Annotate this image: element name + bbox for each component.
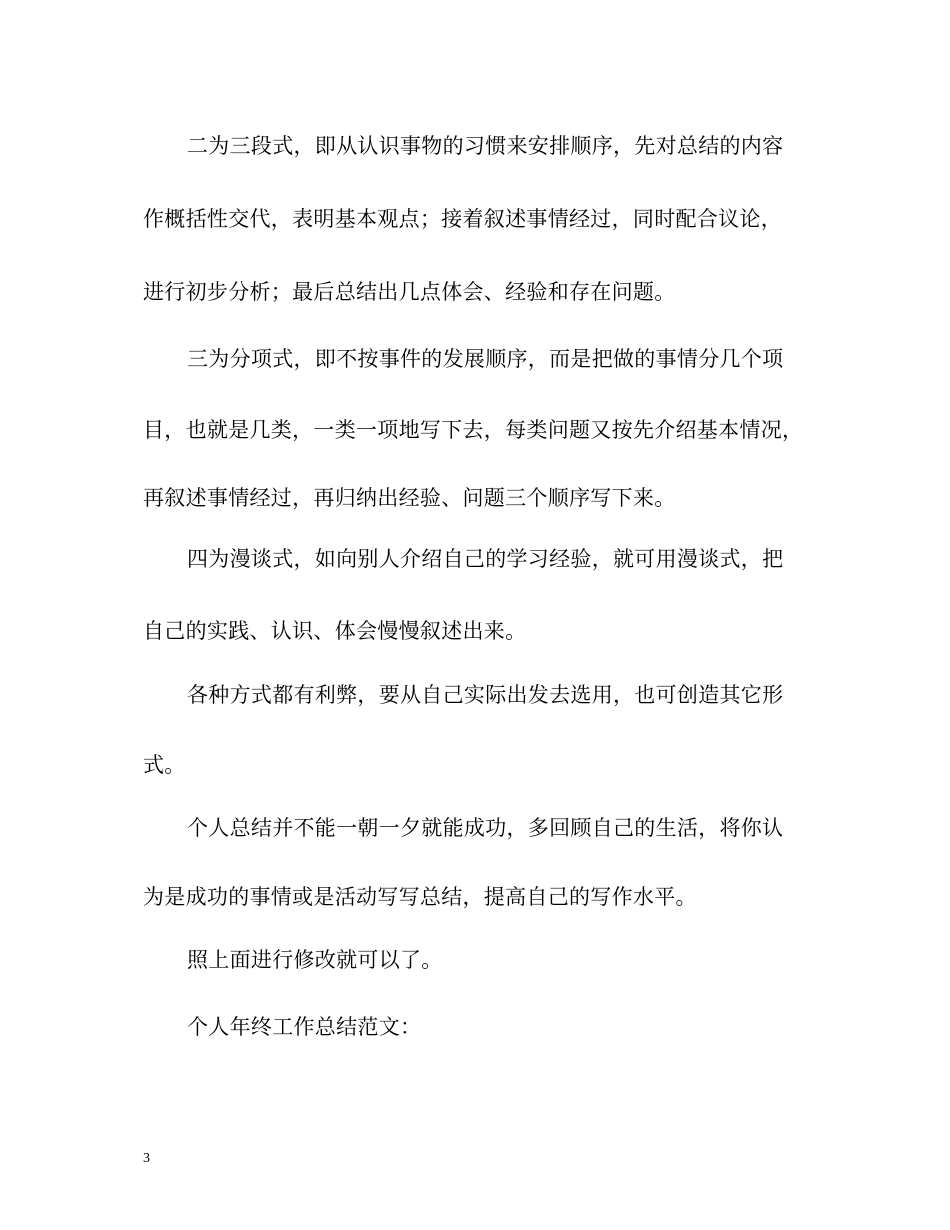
paragraph-line: 式。 [143,753,186,777]
paragraph-line: 照上面进行修改就可以了。 [187,948,443,972]
page-number: 3 [143,1151,150,1166]
paragraph-line: 个人总结并不能一朝一夕就能成功，多回顾自己的生活，将你认 [187,816,784,840]
paragraph-line: 进行初步分析；最后总结出几点体会、经验和存在问题。 [143,280,676,304]
paragraph-line: 作概括性交代，表明基本观点；接着叙述事情经过，同时配合议论， [143,207,782,231]
paragraph-line: 各种方式都有利弊，要从自己实际出发去选用，也可创造其它形 [187,683,784,707]
paragraph-line: 二为三段式，即从认识事物的习惯来安排顺序，先对总结的内容 [187,134,784,158]
paragraph-line: 为是成功的事情或是活动写写总结，提高自己的写作水平。 [143,885,697,909]
paragraph-line: 四为漫谈式，如向别人介绍自己的学习经验，就可用漫谈式，把 [187,547,784,571]
paragraph-line: 自己的实践、认识、体会慢慢叙述出来。 [143,619,527,643]
paragraph-line: 目，也就是几类，一类一项地写下去，每类问题又按先介绍基本情况， [143,418,804,442]
paragraph-line: 个人年终工作总结范文： [187,1015,422,1039]
paragraph-line: 再叙述事情经过，再归纳出经验、问题三个顺序写下来。 [143,486,676,510]
paragraph-line: 三为分项式，即不按事件的发展顺序，而是把做的事情分几个项 [187,347,784,371]
